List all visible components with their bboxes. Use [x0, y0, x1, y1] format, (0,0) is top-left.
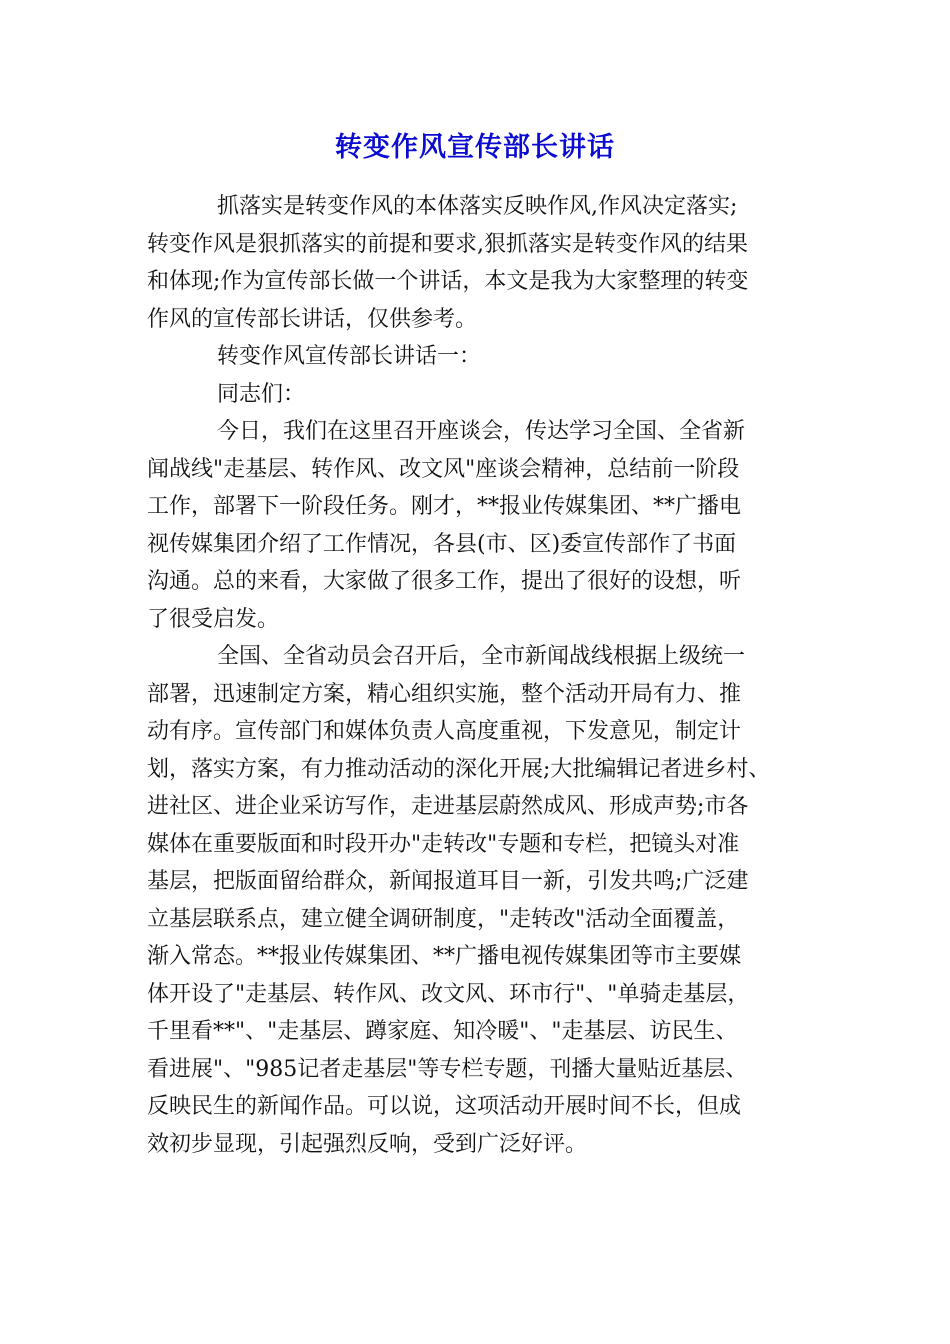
text-line: 同志们：: [217, 381, 306, 407]
paragraph-salutation: [147, 376, 827, 414]
text-line: 抓落实是转变作风的本体落实反映作风,作风决定落实;: [217, 194, 738, 219]
text-line: 看进展"、"985记者走基层"等专栏专题，刊播大量贴近基层、: [147, 1056, 748, 1082]
text-line: 媒体在重要版面和时段开办"走转改"专题和专栏，把镜头对准: [147, 831, 740, 857]
text-line: 渐入常态。**报业传媒集团、**广播电视传媒集团等市主要媒: [147, 944, 742, 969]
paragraph-opening: [147, 413, 827, 638]
text-line: 转变作风宣传部长讲话一：: [217, 344, 482, 369]
text-line: 全国、全省动员会召开后，全市新闻战线根据上级统一: [217, 644, 746, 669]
text-line: 视传媒集团介绍了工作情况，各县(市、区)委宣传部作了书面: [147, 531, 737, 557]
paragraph-intro: [147, 188, 827, 338]
document-title: 转变作风宣传部长讲话: [335, 132, 615, 163]
text-line: 转变作风是狠抓落实的前提和要求,狠抓落实是转变作风的结果: [147, 231, 748, 257]
text-line: 闻战线"走基层、转作风、改文风"座谈会精神，总结前一阶段: [147, 456, 740, 482]
text-line: 了很受启发。: [147, 606, 280, 632]
text-line: 基层，把版面留给群众，新闻报道耳目一新，引发共鸣;广泛建: [147, 869, 749, 894]
paragraph-speech-heading: [147, 338, 827, 376]
text-line: 千里看**"、"走基层、蹲家庭、知冷暖"、"走基层、访民生、: [147, 1019, 738, 1044]
text-line: 作风的宣传部长讲话，仅供参考。: [147, 306, 478, 332]
text-line: 进社区、进企业采访写作，走进基层蔚然成风、形成声势;市各: [147, 794, 749, 819]
text-line: 部署，迅速制定方案，精心组织实施，整个活动开局有力、推: [147, 681, 742, 707]
text-line: 今日，我们在这里召开座谈会，传达学习全国、全省新: [217, 419, 746, 444]
text-line: 立基层联系点，建立健全调研制度，"走转改"活动全面覆盖，: [147, 906, 740, 932]
document-body: [147, 188, 827, 1163]
text-line: 动有序。宣传部门和媒体负责人高度重视，下发意见，制定计: [147, 719, 742, 744]
text-line: 和体现;作为宣传部长做一个讲话，本文是我为大家整理的转变: [147, 269, 749, 294]
text-line: 反映民生的新闻作品。可以说，这项活动开展时间不长，但成: [147, 1094, 742, 1119]
text-line: 体开设了"走基层、转作风、改文风、环市行"、"单骑走基层，: [147, 981, 750, 1007]
text-line: 工作，部署下一阶段任务。刚才，**报业传媒集团、**广播电: [147, 494, 742, 519]
paragraph-progress: [147, 638, 827, 1163]
text-line: 沟通。总的来看，大家做了很多工作，提出了很好的设想，听: [147, 569, 742, 594]
text-line: 划，落实方案，有力推动活动的深化开展;大批编辑记者进乡村、: [147, 756, 771, 782]
text-line: 效初步显现，引起强烈反响，受到广泛好评。: [147, 1131, 588, 1157]
